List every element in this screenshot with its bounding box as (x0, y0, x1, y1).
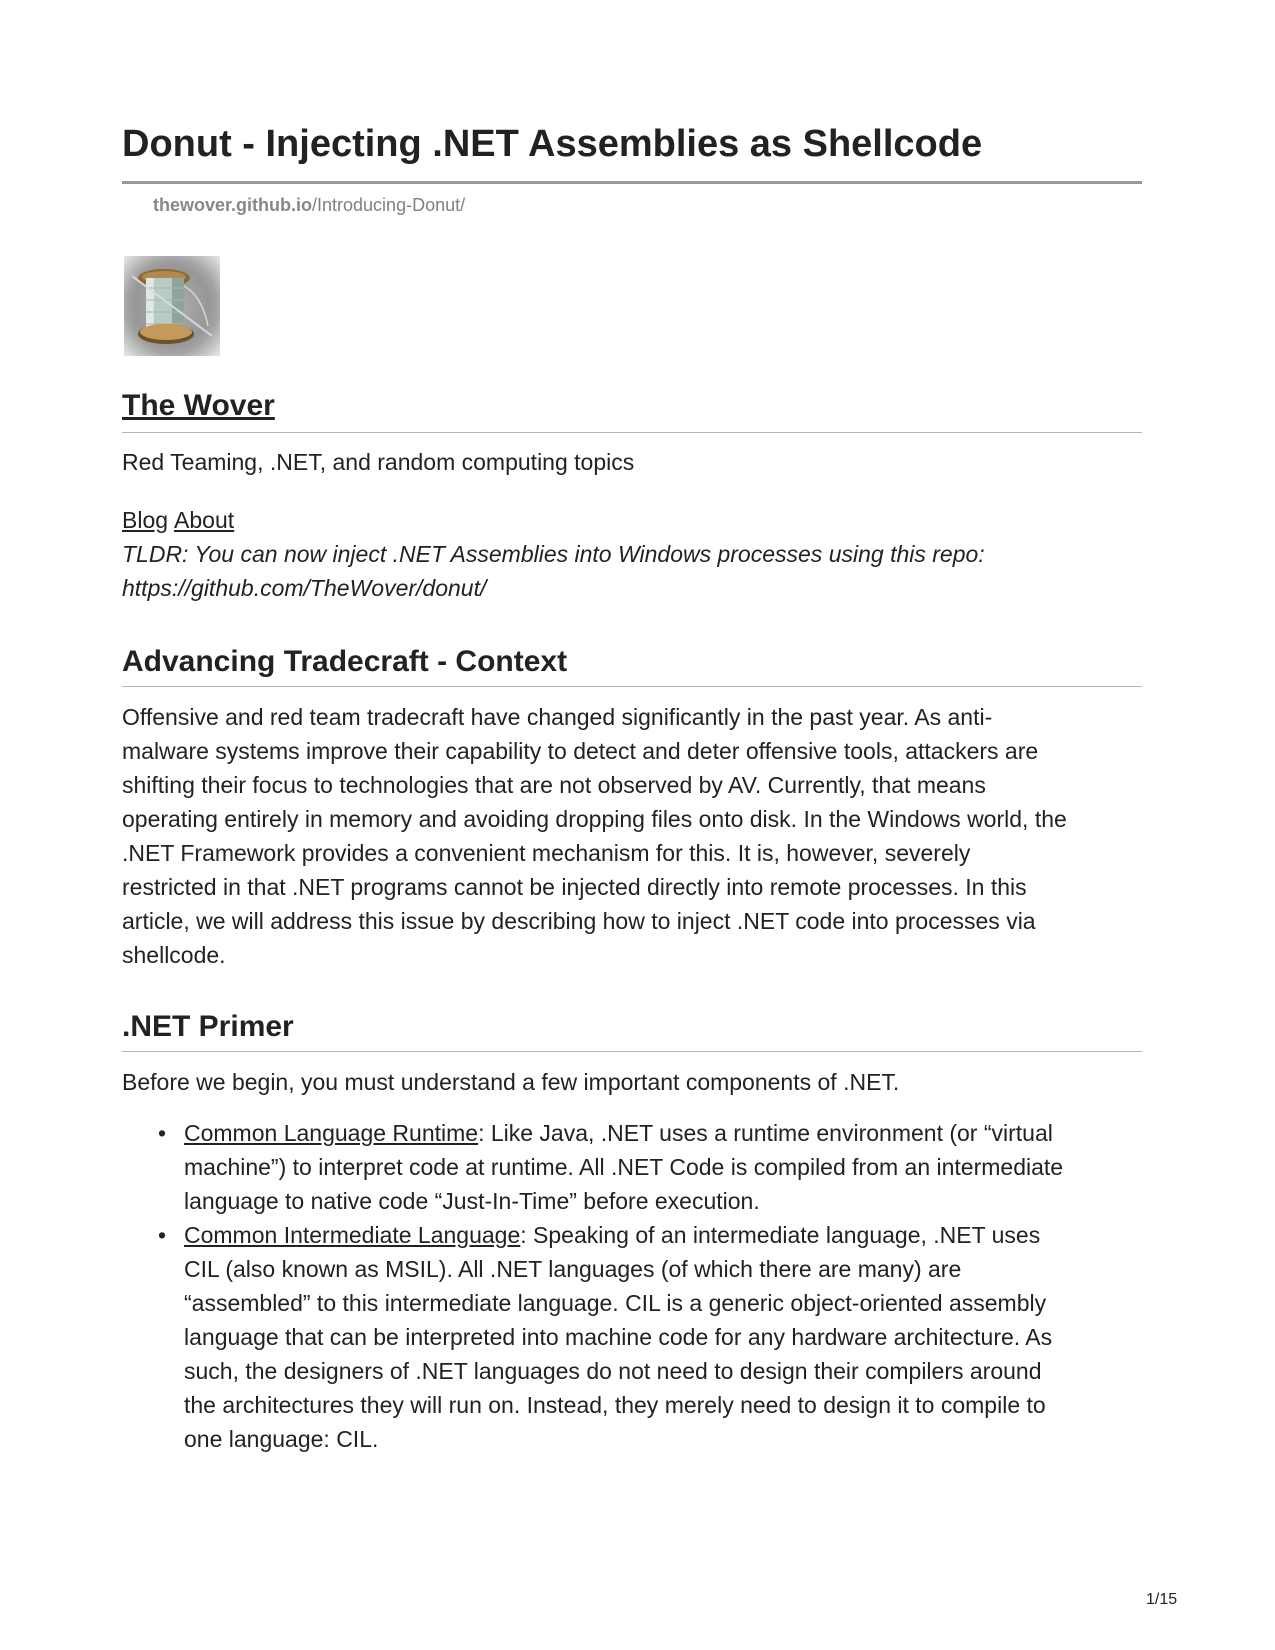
list-item-text: : Speaking of an intermediate language, .NET uses (520, 1222, 1041, 1248)
list-item (158, 1116, 1142, 1218)
context-line-1: Offensive and red team tradecraft have changed significantly in the past year. As anti- (122, 704, 993, 730)
site-name (122, 388, 275, 424)
context-heading: Advancing Tradecraft - Context (122, 645, 568, 678)
site-tagline: Red Teaming, .NET, and random computing topics (122, 449, 635, 475)
source-domain: thewover.github.io (153, 195, 313, 215)
primer-heading: .NET Primer (122, 1010, 294, 1043)
context-heading-divider (122, 686, 1142, 687)
document-title: Donut - Injecting .NET Assemblies as Shellcode (122, 123, 983, 165)
primer-intro: Before we begin, you must understand a few important components of .NET. (122, 1069, 900, 1095)
title-divider (122, 181, 1142, 184)
list-item-line: “assembled” to this intermediate language. CIL is a generic object-oriented assembly (184, 1290, 1047, 1316)
list-item (158, 1218, 1142, 1456)
list-item-line: language to native code “Just-In-Time” before execution. (184, 1188, 760, 1214)
site-nav (122, 503, 1142, 537)
context-line-3: shifting their focus to technologies that are not observed by AV. Currently, that means (122, 772, 986, 798)
list-item-line: language that can be interpreted into machine code for any hardware architecture. As (184, 1324, 1053, 1350)
cil-link[interactable]: Common Intermediate Language (184, 1222, 521, 1248)
context-line-8: shellcode. (122, 942, 226, 968)
list-item-line (184, 1218, 1142, 1252)
page-number: 1/15 (1146, 1591, 1178, 1608)
list-item-line: such, the designers of .NET languages do not need to design their compilers around (184, 1358, 1042, 1384)
list-item-line: machine”) to interpret code at runtime. All .NET Code is compiled from an intermediate (184, 1154, 1064, 1180)
list-item-line (184, 1116, 1142, 1150)
bullet-icon: • (158, 1120, 167, 1146)
tldr-line-2: https://github.com/TheWover/donut/ (122, 575, 487, 601)
site-name-divider (122, 432, 1142, 433)
nav-blog-link[interactable]: Blog (122, 507, 169, 533)
source-url[interactable] (153, 195, 465, 216)
context-line-7: article, we will address this issue by describing how to inject .NET code into processes via (122, 908, 1036, 934)
nav-about-link[interactable]: About (174, 507, 235, 533)
bullet-icon: • (158, 1222, 167, 1248)
context-line-4: operating entirely in memory and avoiding dropping files onto disk. In the Windows world, the (122, 806, 1067, 832)
list-item-line: the architectures they will run on. Instead, they merely need to design it to compile to (184, 1392, 1046, 1418)
context-line-6: restricted in that .NET programs cannot be injected directly into remote processes. In this (122, 874, 1027, 900)
tldr-line-1: TLDR: You can now inject .NET Assemblies into Windows processes using this repo: (122, 541, 985, 567)
list-item-line: one language: CIL. (184, 1426, 379, 1452)
primer-heading-divider (122, 1051, 1142, 1052)
site-name-link[interactable]: The Wover (122, 389, 275, 422)
clr-link[interactable]: Common Language Runtime (184, 1120, 479, 1146)
list-item-line: CIL (also known as MSIL). All .NET languages (of which there are many) are (184, 1256, 962, 1282)
source-path: /Introducing-Donut/ (312, 195, 466, 215)
context-line-2: malware systems improve their capability to detect and deter offensive tools, attackers are (122, 738, 1039, 764)
list-item-text: : Like Java, .NET uses a runtime environment (or “virtual (478, 1120, 1053, 1146)
context-line-5: .NET Framework provides a convenient mechanism for this. It is, however, severely (122, 840, 971, 866)
thread-spool-icon (124, 256, 220, 356)
primer-component-list (122, 1116, 1142, 1456)
